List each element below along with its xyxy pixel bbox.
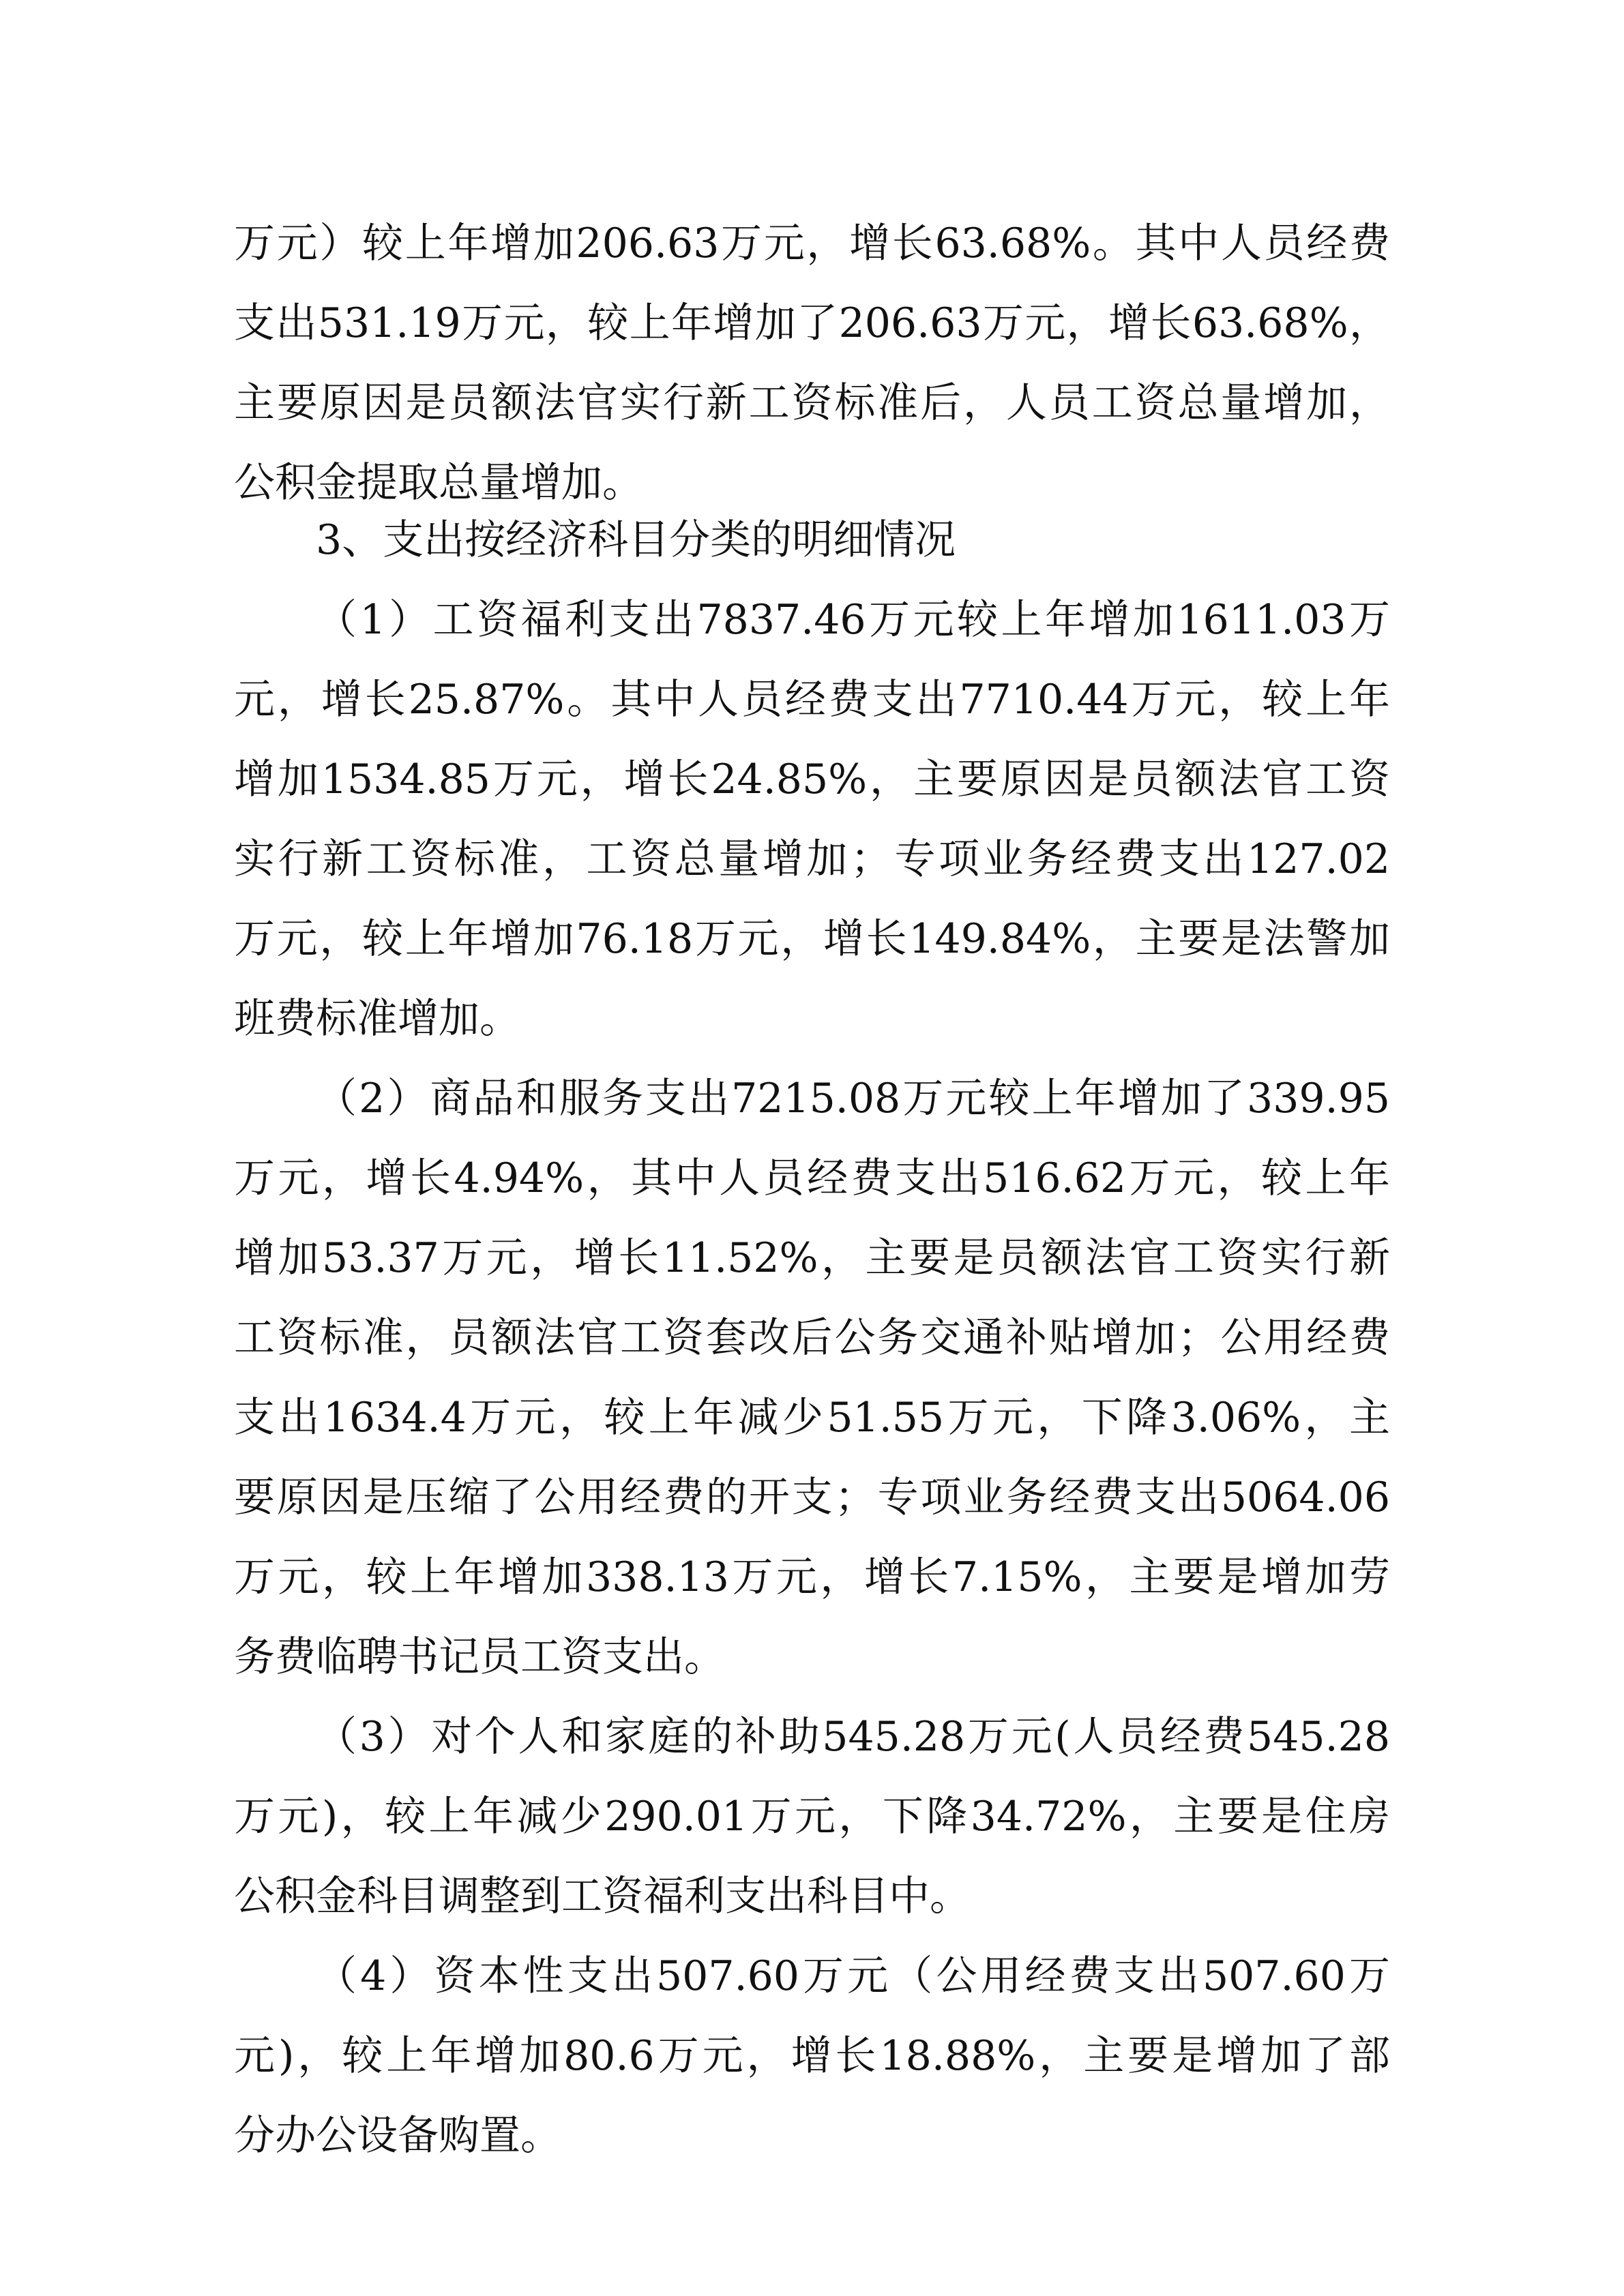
text-line: 分办公设备购置。 bbox=[234, 2112, 561, 2160]
text-line: 万元）较上年增加206.63万元，增长63.68%。其中人员经费 bbox=[234, 220, 1390, 267]
text-line: 万元，增长4.94%，其中人员经费支出516.62万元，较上年 bbox=[234, 1154, 1390, 1202]
section-heading: 3、支出按经济科目分类的明细情况 bbox=[316, 516, 956, 564]
text-line: 主要原因是员额法官实行新工资标准后，人员工资总量增加， bbox=[234, 379, 1390, 427]
text-line: 万元，较上年增加338.13万元，增长7.15%，主要是增加劳 bbox=[234, 1553, 1390, 1601]
text-line: （2）商品和服务支出7215.08万元较上年增加了339.95 bbox=[316, 1075, 1390, 1122]
text-line: （4）资本性支出507.60万元（公用经费支出507.60万 bbox=[316, 1952, 1390, 2000]
text-line: 支出531.19万元，较上年增加了206.63万元，增长63.68%， bbox=[234, 299, 1390, 347]
text-line: 要原因是压缩了公用经费的开支；专项业务经费支出5064.06 bbox=[234, 1474, 1390, 1521]
text-line: 公积金科目调整到工资福利支出科目中。 bbox=[234, 1873, 971, 1920]
text-line: （3）对个人和家庭的补助545.28万元(人员经费545.28 bbox=[316, 1713, 1390, 1761]
text-line: 支出1634.4万元，较上年减少51.55万元，下降3.06%，主 bbox=[234, 1394, 1390, 1442]
text-line: 万元，较上年增加76.18万元，增长149.84%，主要是法警加 bbox=[234, 915, 1390, 963]
text-line: 增加1534.85万元，增长24.85%，主要原因是员额法官工资 bbox=[234, 756, 1390, 803]
text-line: 万元)，较上年减少290.01万元，下降34.72%，主要是住房 bbox=[234, 1793, 1390, 1840]
text-line: （1）工资福利支出7837.46万元较上年增加1611.03万 bbox=[316, 596, 1390, 644]
text-line: 工资标准，员额法官工资套改后公务交通补贴增加；公用经费 bbox=[234, 1314, 1390, 1362]
text-line: 元，增长25.87%。其中人员经费支出7710.44万元，较上年 bbox=[234, 676, 1390, 724]
text-line: 增加53.37万元，增长11.52%，主要是员额法官工资实行新 bbox=[234, 1234, 1390, 1282]
text-line: 元)，较上年增加80.6万元，增长18.88%，主要是增加了部 bbox=[234, 2032, 1390, 2080]
text-line: 公积金提取总量增加。 bbox=[234, 459, 643, 507]
text-line: 务费临聘书记员工资支出。 bbox=[234, 1633, 725, 1681]
text-line: 班费标准增加。 bbox=[234, 995, 520, 1043]
text-line: 实行新工资标准，工资总量增加；专项业务经费支出127.02 bbox=[234, 835, 1390, 883]
